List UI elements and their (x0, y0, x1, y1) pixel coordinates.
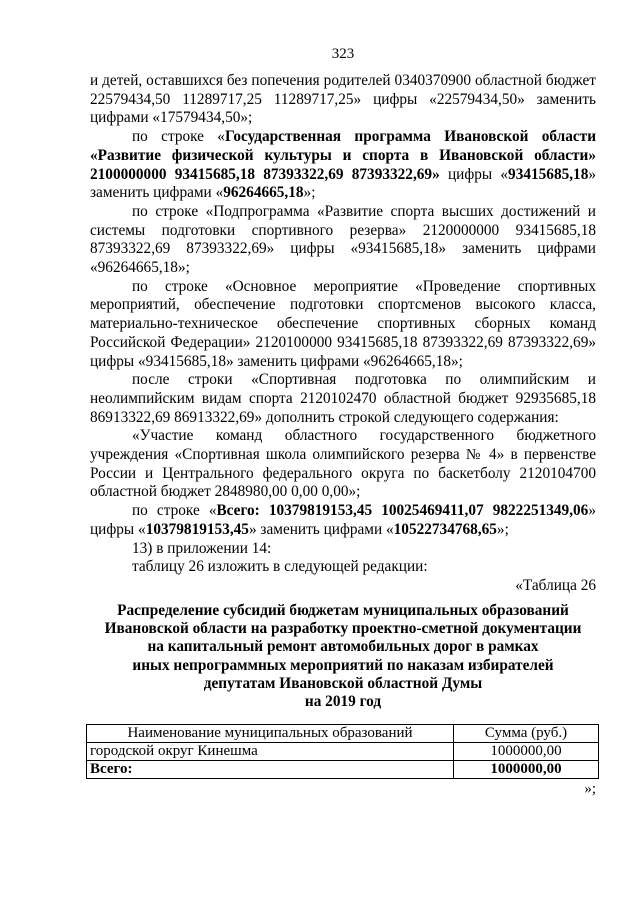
municipality-cell: городской округ Кинешма (87, 743, 454, 761)
table-title-line: иных непрограммных мероприятий по наказам избирателей (132, 656, 554, 674)
paragraph-9: таблицу 26 изложить в следующей редакции: (132, 558, 428, 576)
table-row (87, 743, 599, 761)
amount-cell: 1000000,00 (454, 743, 599, 761)
table-header-row (87, 725, 599, 743)
document-body (90, 72, 596, 596)
paragraph-5: после строки «Спортивная подготовка по олимпийским и неолимпийским видам спорта 2120102470 областной бюджет 92935685,18 86913322,69 86913322,69» дополнить строкой следующего содержания: (90, 371, 596, 426)
column-header-amount: Сумма (руб.) (454, 725, 599, 743)
table-title-line: депутатам Ивановской областной Думы (203, 674, 483, 692)
paragraph-8: 13) в приложении 14: (132, 539, 272, 557)
total-amount-cell: 1000000,00 (454, 761, 599, 779)
table-title-line: Ивановской области на разработку проектно-сметной документации (104, 620, 582, 638)
paragraph-3: по строке «Подпрограмма «Развитие спорта высших достижений и системы подготовки спортивного резерва» 2120000000 93415685,18 87393322,69 87393322,69» цифры «93415685,18» заменить цифрами «96264665,18»; (90, 202, 596, 277)
paragraph-4: по строке «Основное мероприятие «Проведение спортивных мероприятий, обеспечение подготовки спортсменов высокого класса, материально-техническое обеспечение спортивных сборных команд Российской Федерации» 2120100000 93415685,18 87393322,69 87393322,69» цифры «93415685,18» заменить цифрами «96264665,18»; (90, 277, 596, 370)
table-total-row (87, 761, 599, 779)
paragraph-6: «Участие команд областного государственного бюджетного учреждения «Спортивная школа олимпийского резерва № 4» в первенстве России и Центрального федерального округа по баскетболу 2120104700 областной бюджет 2848980,00 0,00 0,00»; (90, 427, 596, 501)
table-title-line: на 2019 год (304, 693, 382, 711)
table-title (90, 602, 596, 711)
paragraph-1: и детей, оставшихся без попечения родителей 0340370900 областной бюджет 22579434,50 11289717,25 11289717,25» цифры «22579434,50» заменить цифрами «17579434,50»; (90, 72, 596, 127)
table-number-label: «Таблица 26 (515, 576, 596, 594)
page-number: 323 (331, 46, 355, 62)
subsidy-table (86, 724, 599, 779)
total-label-cell: Всего: (87, 761, 454, 779)
column-header-municipality: Наименование муниципальных образований (87, 725, 454, 743)
paragraph-7: по строке «Всего: 10379819153,45 10025469411,07 9822251349,06» цифры «10379819153,45» заменить цифрами «10522734768,65»; (90, 502, 596, 538)
table-title-line: Распределение субсидий бюджетам муниципальных образований (117, 602, 569, 619)
paragraph-2: по строке «Государственная программа Ивановской области «Развитие физической культуры и спорта в Ивановской области» 2100000000 93415685,18 87393322,69 87393322,69» цифры «93415685,18» заменить цифрами «96264665,18»; (90, 128, 597, 202)
closing-quote: »; (584, 781, 596, 797)
table-title-line: на капитальный ремонт автомобильных дорог в рамках (147, 638, 539, 656)
